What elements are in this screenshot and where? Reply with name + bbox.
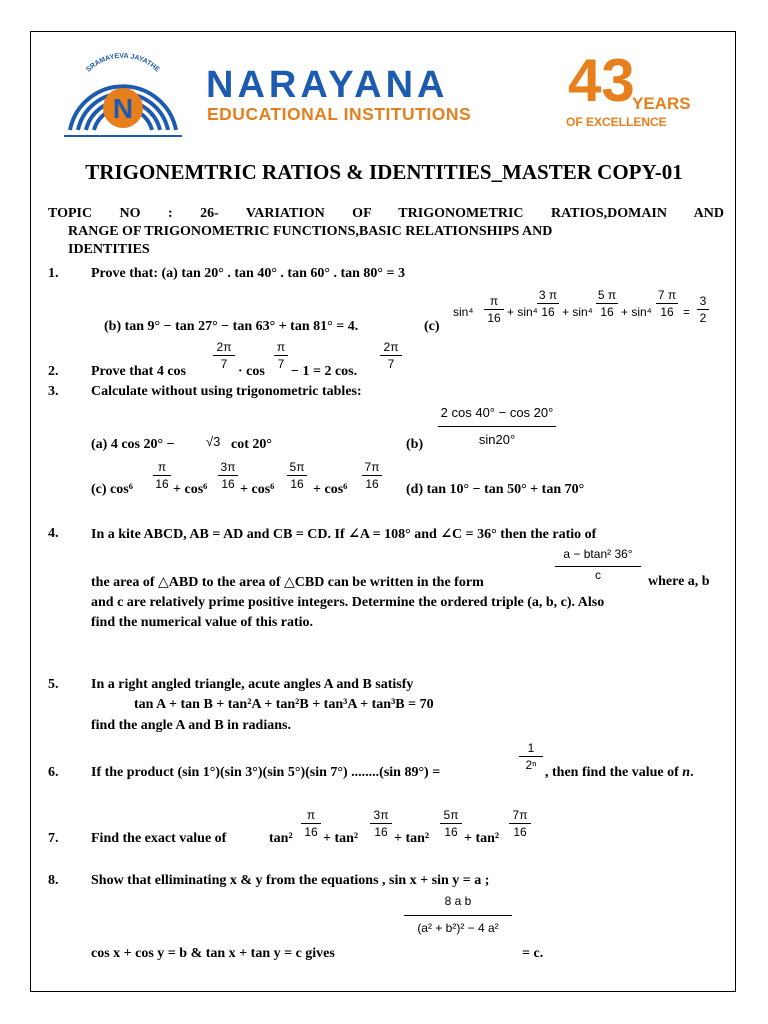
q8-end: = c.	[522, 946, 544, 961]
q6-fraction: 1 2ⁿ	[519, 741, 543, 772]
q7-frac-1: π 16	[301, 808, 321, 839]
q7-plus-1: + tan²	[323, 831, 359, 846]
q4-line-2a: the area of △ABD to the area of △CBD can be written in the form	[91, 575, 484, 590]
q1-c-frac-2: 3 π 16	[538, 288, 558, 319]
q8-line-2: cos x + cos y = b & tan x + tan y = c gives	[91, 946, 335, 961]
q2-dot-cos: · cos	[238, 364, 265, 379]
anniversary-years: YEARS	[632, 94, 691, 113]
svg-text:SRAMAYEVA JAYATHE	[85, 53, 161, 74]
q7-plus-2: + tan²	[394, 831, 430, 846]
q3-part-b-label: (b)	[406, 437, 424, 452]
q3-number: 3.	[48, 384, 59, 399]
anniversary-tagline: OF EXCELLENCE	[566, 115, 667, 129]
q1-c-frac-4: 7 π 16	[657, 288, 677, 319]
q4-line-1: In a kite ABCD, AB = AD and CB = CD. If ∠A = 108° and ∠C = 36° then the ratio of	[91, 527, 597, 542]
q3-intro: Calculate without using trigonometric tables:	[91, 384, 362, 399]
q6-text: If the product (sin 1°)(sin 3°)(sin 5°)(sin 7°) ........(sin 89°) =	[91, 765, 441, 780]
q1-c-term: sin⁴	[453, 305, 474, 319]
q7-plus-3: + tan²	[464, 831, 500, 846]
svg-text:N: N	[112, 93, 134, 124]
q1-part-a: Prove that: (a) tan 20° . tan 40° . tan 60° . tan 80° = 3	[91, 266, 405, 281]
q5-line-3: find the angle A and B in radians.	[91, 718, 291, 733]
q2-text-2: − 1 = 2 cos.	[291, 364, 358, 379]
q6-rest: , then find the value of n.	[545, 765, 694, 780]
q7-term: tan²	[269, 831, 293, 846]
q1-c-plus-3: + sin⁴	[621, 305, 652, 319]
q2-frac-1: 2π 7	[213, 340, 235, 371]
topic-line-1: TOPIC NO : 26- VARIATION OF TRIGONOMETRIC RATIOS,DOMAIN AND	[48, 206, 724, 221]
q7-frac-4: 7π 16	[509, 808, 531, 839]
q3-c-frac-4: 7π 16	[362, 460, 382, 491]
q2-frac-3: 2π 7	[380, 340, 402, 371]
q3-part-c-label: (c) cos⁶	[91, 482, 133, 497]
q3-c-plus-1: + cos⁶	[173, 482, 208, 497]
q2-number: 2.	[48, 364, 59, 379]
q1-c-frac-1: π 16	[484, 294, 504, 325]
q6-variable: n	[682, 765, 691, 780]
page-title: TRIGONEMTRIC RATIOS & IDENTITIES_MASTER COPY-01	[85, 160, 683, 184]
q8-number: 8.	[48, 873, 59, 888]
q1-c-plus-1: + sin⁴	[507, 305, 538, 319]
q7-text: Find the exact value of	[91, 831, 227, 846]
q8-line-1: Show that elliminating x & y from the equations , sin x + sin y = a ;	[91, 873, 490, 888]
q6-number: 6.	[48, 765, 59, 780]
q3-c-plus-3: + cos⁶	[313, 482, 348, 497]
narayana-emblem-logo	[54, 44, 192, 138]
q4-line-2b: where a, b	[648, 574, 710, 589]
q1-number: 1.	[48, 266, 59, 281]
q2-text-1: Prove that 4 cos	[91, 364, 186, 379]
brand-name: NARAYANA	[206, 64, 449, 106]
anniversary-number: 43	[568, 47, 635, 114]
topic-line-3: IDENTITIES	[68, 242, 150, 257]
anniversary-logo	[560, 45, 695, 130]
q3-part-a-label: (a) 4 cos 20° −	[91, 437, 175, 452]
q4-fraction: a − btan² 36° c	[555, 547, 641, 582]
topic-heading	[48, 205, 724, 259]
q4-line-3: and c are relatively prime positive integers. Determine the ordered triple (a, b, c). Also	[91, 595, 605, 610]
q1-c-frac-3: 5 π 16	[597, 288, 617, 319]
q3-c-frac-2: 3π 16	[218, 460, 238, 491]
topic-line-2: RANGE OF TRIGONOMETRIC FUNCTIONS,BASIC RELATIONSHIPS AND	[68, 224, 553, 239]
q5-number: 5.	[48, 677, 59, 692]
q5-line-1: In a right angled triangle, acute angles A and B satisfy	[91, 677, 414, 692]
q3-part-a-root: √3	[206, 434, 221, 449]
q8-fraction: 8 a b (a² + b²)² − 4 a²	[404, 894, 512, 935]
q3-part-a-rest: cot 20°	[231, 437, 272, 452]
q4-line-4: find the numerical value of this ratio.	[91, 615, 314, 630]
q3-part-d: (d) tan 10° − tan 50° + tan 70°	[406, 482, 585, 497]
q7-number: 7.	[48, 831, 59, 846]
q1-c-plus-2: + sin⁴	[562, 305, 593, 319]
q1-c-result: 3 2	[697, 294, 709, 325]
q1-c-equals: =	[683, 305, 691, 319]
logo-arc-text: SRAMAYEVA JAYATHE	[85, 52, 161, 74]
q3-c-plus-2: + cos⁶	[240, 482, 275, 497]
q7-frac-3: 5π 16	[440, 808, 462, 839]
q3-part-b-fraction: 2 cos 40° − cos 20° sin20°	[438, 405, 556, 447]
q5-line-2: tan A + tan B + tan²A + tan²B + tan³A + tan³B = 70	[134, 697, 434, 712]
q2-frac-2: π 7	[274, 340, 288, 371]
q4-number: 4.	[48, 526, 59, 541]
brand-subtitle: EDUCATIONAL INSTITUTIONS	[207, 104, 472, 124]
q1-part-c-label: (c)	[424, 319, 440, 334]
q1-part-b: (b) tan 9° − tan 27° − tan 63° + tan 81° = 4.	[104, 319, 359, 334]
q7-frac-2: 3π 16	[370, 808, 392, 839]
q3-c-frac-3: 5π 16	[287, 460, 307, 491]
q3-c-frac-1: π 16	[153, 460, 171, 491]
